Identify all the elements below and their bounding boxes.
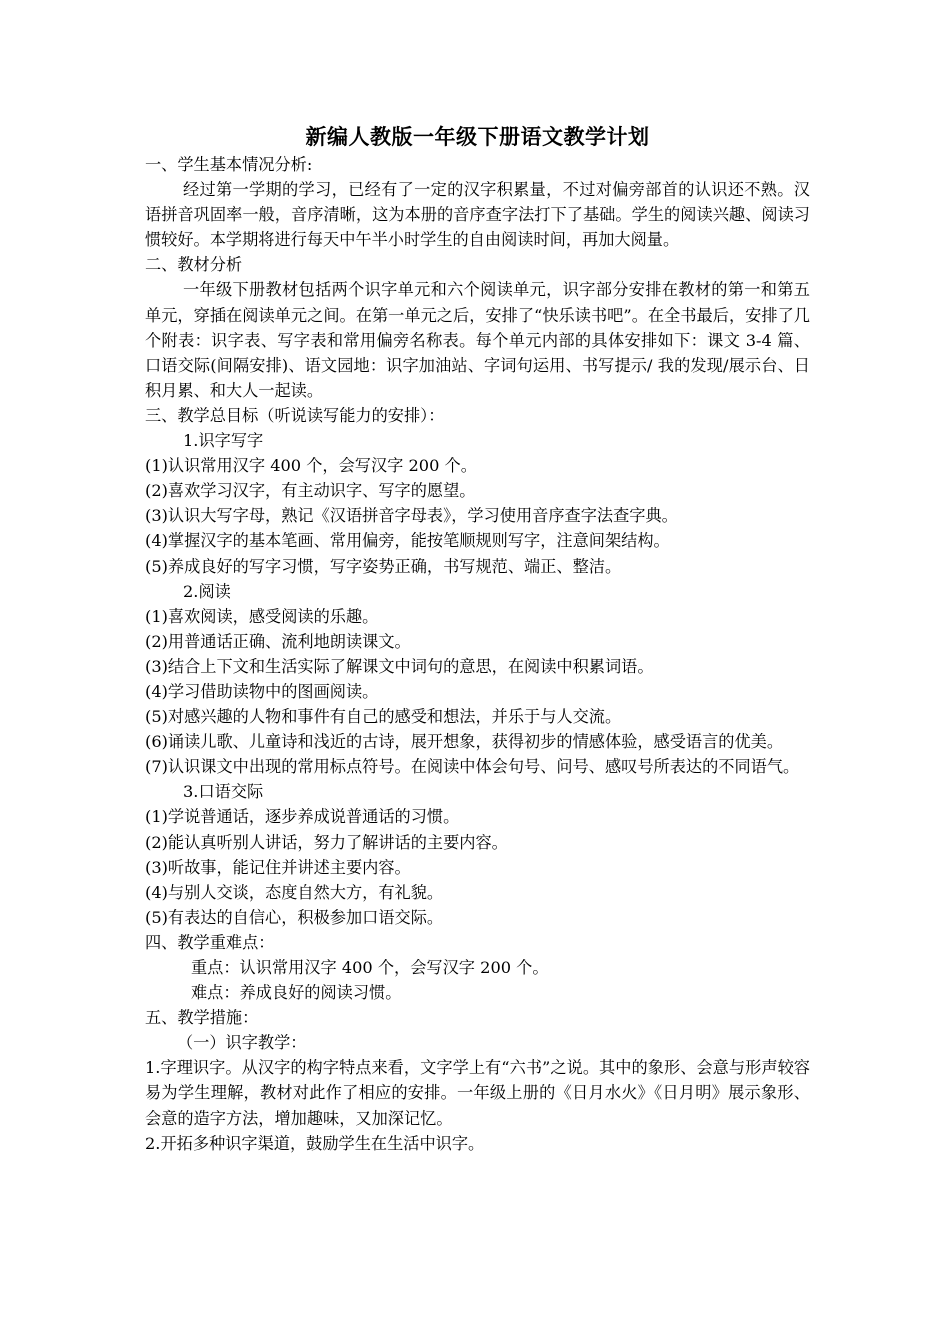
goal-item: (6)诵读儿歌、儿童诗和浅近的古诗，展开想象，获得初步的情感体验，感受语言的优美。 <box>145 732 784 752</box>
section-body-1: 经过第一学期的学习，已经有了一定的汉字积累量，不过对偏旁部首的认识还不熟。汉语拼音巩固率一般，音序清晰，这为本册的音序查字法打下了基础。学生的阅读兴趣、阅读习惯较好。本学期将进行每天中午半小时学生的自由阅读时间，再加大阅量。 <box>145 180 810 250</box>
goal-item: (1)喜欢阅读，感受阅读的乐趣。 <box>145 606 379 626</box>
goal-item: (1)学说普通话，逐步养成说普通话的习惯。 <box>145 807 460 827</box>
measure-subheading: （一）识字教学： <box>177 1033 307 1053</box>
goal-item: (2)用普通话正确、流利地朗读课文。 <box>145 631 411 651</box>
goal-item: (4)掌握汉字的基本笔画、常用偏旁，能按笔顺规则写字，注意间架结构。 <box>145 531 670 551</box>
goal-item: (4)与别人交谈，态度自然大方，有礼貌。 <box>145 882 444 902</box>
goal-item: (4)学习借助读物中的图画阅读。 <box>145 681 379 701</box>
measure-item: 1.字理识字。从汉字的构字特点来看，文字学上有“六书”之说。其中的象形、会意与形声较容易为学生理解，教材对此作了相应的安排。一年级上册的《日月水火》《日月明》展示象形、会意的造字方法，增加趣味，又加深记忆。 <box>145 1058 810 1128</box>
goal-item: (3)认识大写字母，熟记《汉语拼音字母表》，学习使用音序查字法查字典。 <box>145 506 678 526</box>
goal-item: (1)认识常用汉字 400 个，会写汉字 200 个。 <box>145 456 477 476</box>
measure-item: 2.开拓多种识字渠道，鼓励学生在生活中识字。 <box>145 1133 485 1153</box>
section-heading-3: 三、教学总目标（听说读写能力的安排）： <box>145 405 445 425</box>
key-point: 重点：认识常用汉字 400 个，会写汉字 200 个。 <box>191 958 549 977</box>
goal-item: (2)能认真听别人讲话，努力了解讲话的主要内容。 <box>145 832 508 852</box>
goal-item: (3)听故事，能记住并讲述主要内容。 <box>145 857 411 877</box>
document-title: 新编人教版一年级下册语文教学计划 <box>305 124 650 149</box>
goal-item: (7)认识课文中出现的常用标点符号。在阅读中体会句号、问号、感叹号所表达的不同语气。 <box>145 757 800 777</box>
section-heading-5: 五、教学措施： <box>145 1008 259 1028</box>
section-heading-2: 二、教材分析 <box>145 255 243 275</box>
goal-heading-oral: 3.口语交际 <box>183 782 264 802</box>
goal-heading-literacy: 1.识字写字 <box>183 431 264 451</box>
goal-item: (2)喜欢学习汉字，有主动识字、写字的愿望。 <box>145 481 476 501</box>
goal-item: (5)有表达的自信心，积极参加口语交际。 <box>145 907 444 927</box>
section-heading-4: 四、教学重难点： <box>145 932 275 952</box>
difficult-point: 难点：养成良好的阅读习惯。 <box>191 983 402 1003</box>
section-body-2: 一年级下册教材包括两个识字单元和六个阅读单元，识字部分安排在教材的第一和第五单元，穿插在阅读单元之间。在第一单元之后，安排了“快乐读书吧”。在全书最后，安排了几个附表：识字表、写字表和常用偏旁名称表。每个单元内部的具体安排如下：课文 3-4 篇、口语交际(间隔安排)、语文园地：识字加油站、字词句运用、书写提示/ 我的发现/展示台、日积月累、和大人一起读。 <box>145 280 810 400</box>
goal-item: (3)结合上下文和生活实际了解课文中词句的意思，在阅读中积累词语。 <box>145 656 654 676</box>
section-heading-1: 一、学生基本情况分析: <box>145 155 313 174</box>
document-page <box>145 122 810 1156</box>
goal-heading-reading: 2.阅读 <box>183 581 231 601</box>
goal-item: (5)养成良好的写字习惯，写字姿势正确，书写规范、端正、整洁。 <box>145 556 622 576</box>
goal-item: (5)对感兴趣的人物和事件有自己的感受和想法，并乐于与人交流。 <box>145 707 622 727</box>
